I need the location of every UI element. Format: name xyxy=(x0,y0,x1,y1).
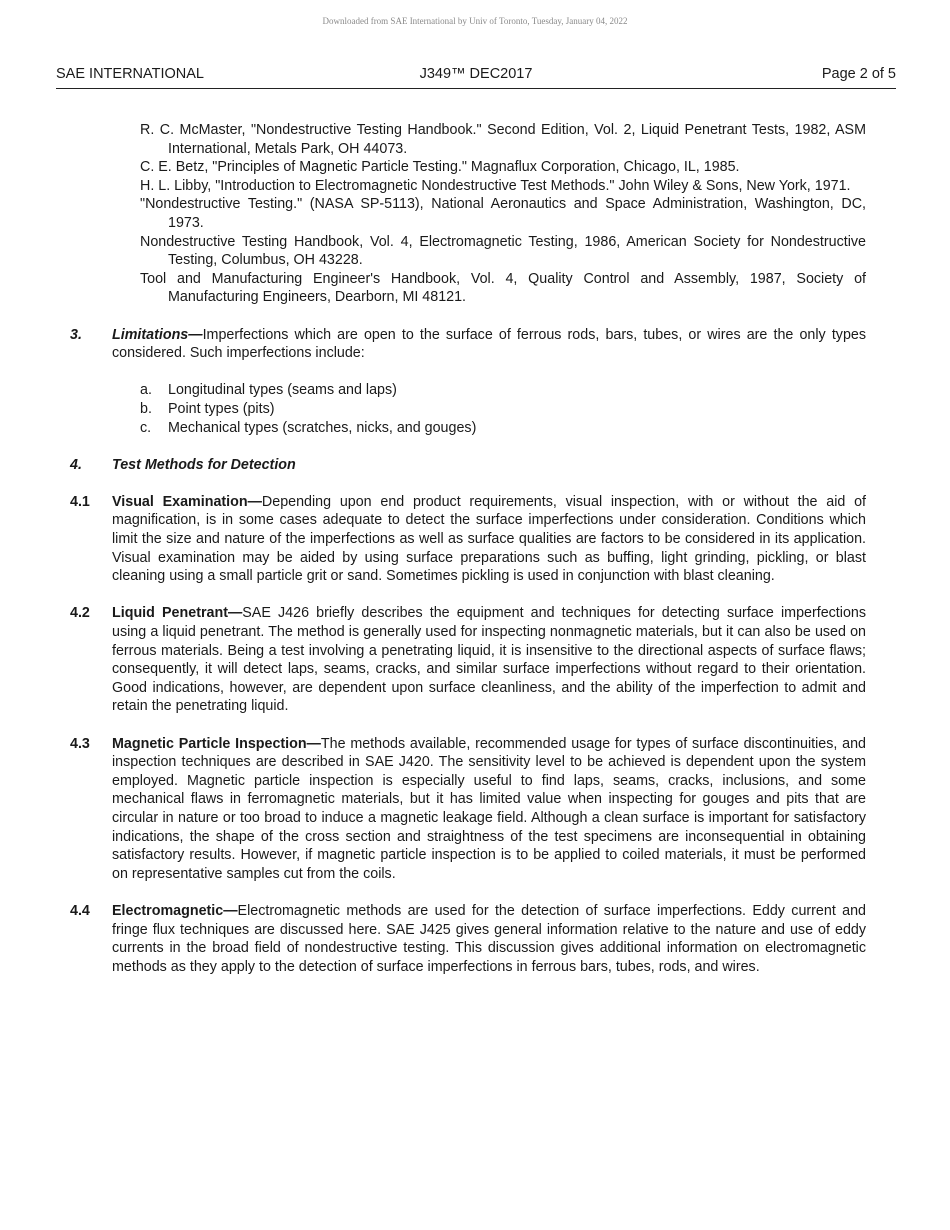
section-text: Electromagnetic methods are used for the detection of surface imperfections. Eddy current and fringe flux techniques are discussed here. SAE J425 gives general information relative to the nature and use of eddy currents in the broad field of nondestructive testing. This discussion gives additional information on electromagnetic methods as they apply to the detection of surface imperfections in ferrous bars, tubes, rods, and wires. xyxy=(112,902,866,975)
section-text: Depending upon end product requirements, visual inspection, with or without the aid of magnification, is in some cases adequate to detect the surface imperfections under consideration. Conditions which limit the size and nature of the imperfections as well as surface qualities are factors to be considered in its application. Visual examination may be aided by using surface preparations such as buffing, light grinding, pickling, or blast cleaning using a small particle grit or sand. Sometimes pickling is used in conjunction with blast cleaning. xyxy=(112,493,867,585)
imperfection-types-list xyxy=(140,381,866,437)
section-number: 4. xyxy=(70,456,82,473)
section-title: Magnetic Particle Inspection— xyxy=(112,735,321,752)
publisher-name: SAE INTERNATIONAL xyxy=(56,66,204,82)
page-number: Page 2 of 5 xyxy=(821,66,896,82)
download-watermark: Downloaded from SAE International by Univ of Toronto, Tuesday, January 04, 2022 xyxy=(322,16,628,26)
list-label: b. xyxy=(140,400,152,417)
list-text: Point types (pits) xyxy=(168,400,275,417)
reference-item: Nondestructive Testing Handbook, Vol. 4, Electromagnetic Testing, 1986, American Society for Nondestructive Testing, Columbus, OH 43228. xyxy=(140,233,866,269)
section-text: Imperfections which are open to the surface of ferrous rods, bars, tubes, or wires are the only types considered. Such imperfections include: xyxy=(112,326,866,362)
reference-item: "Nondestructive Testing." (NASA SP-5113), National Aeronautics and Space Administration, Washington, DC, 1973. xyxy=(140,196,866,231)
section-title: Liquid Penetrant— xyxy=(112,605,243,622)
section-number: 3. xyxy=(70,326,82,343)
section-text: The methods available, recommended usage for types of surface discontinuities, and inspection techniques are described in SAE J420. The sensitivity level to be achieved is dependent upon the system employed. Magnetic particle inspection is especially useful to find laps, seams, cracks, inclusions, and some mechanical flaws in ferromagnetic materials, but it has limited value when inspecting for gouges and pits that are circular in nature or too broad to induce a magnetic leakage field. Although a clean surface is important for satisfactory indications, the shape of the cross section and straightness of the test specimens are inconsequential in obtaining satisfactory results. However, if magnetic particle inspection is to be applied to coiled materials, it must be performed on representative samples cut from the coils. xyxy=(112,735,866,882)
section-number: 4.4 xyxy=(70,902,90,919)
document-number: J349™ DEC2017 xyxy=(419,66,533,82)
section-liquid-penetrant xyxy=(70,604,866,716)
page-header xyxy=(56,66,896,89)
list-text: Longitudinal types (seams and laps) xyxy=(168,382,397,399)
section-limitations xyxy=(70,326,866,363)
section-electromagnetic xyxy=(70,902,866,976)
list-item xyxy=(140,419,866,438)
section-number: 4.1 xyxy=(70,493,90,510)
list-label: a. xyxy=(140,382,152,399)
section-title: Visual Examination— xyxy=(112,493,262,510)
section-title: Limitations— xyxy=(112,326,203,343)
section-text: SAE J426 briefly describes the equipment and techniques for detecting surface imperfections using a liquid penetrant. The method is generally used for inspecting nonmagnetic materials, but it can also be used on ferrous materials. Being a test involving a penetrating liquid, it is insensitive to the directional aspects of surface flaws; consequently, it will detect laps, seams, cracks, and similar surface imperfections without regard to their orientation. Good indications, however, are dependent upon surface cleanliness, and the ability of the imperfection to admit and retain the penetrating liquid. xyxy=(112,605,867,715)
reference-item: Tool and Manufacturing Engineer's Handbook, Vol. 4, Quality Control and Assembly, 1987, Society of Manufacturing Engineers, Dearborn, MI 48121. xyxy=(140,270,866,306)
reference-item: H. L. Libby, "Introduction to Electromagnetic Nondestructive Test Methods." John Wiley & Sons, New York, 1971. xyxy=(140,177,851,194)
list-text: Mechanical types (scratches, nicks, and gouges) xyxy=(168,419,477,436)
section-title: Electromagnetic— xyxy=(112,902,238,919)
list-label: c. xyxy=(140,419,152,436)
reference-list xyxy=(140,121,866,307)
section-number: 4.3 xyxy=(70,735,90,752)
section-magnetic-particle xyxy=(70,735,866,884)
section-title: Test Methods for Detection xyxy=(112,456,296,473)
section-number: 4.2 xyxy=(70,605,90,622)
list-item xyxy=(140,381,866,400)
reference-item: C. E. Betz, "Principles of Magnetic Particle Testing." Magnaflux Corporation, Chicago, IL, 1985. xyxy=(140,159,740,176)
reference-item: R. C. McMaster, "Nondestructive Testing Handbook." Second Edition, Vol. 2, Liquid Penetrant Tests, 1982, ASM International, Metals Park, OH 44073. xyxy=(140,122,866,157)
list-item xyxy=(140,400,866,419)
document-body xyxy=(70,121,866,976)
section-visual-examination xyxy=(70,493,866,586)
section-test-methods xyxy=(70,456,866,475)
